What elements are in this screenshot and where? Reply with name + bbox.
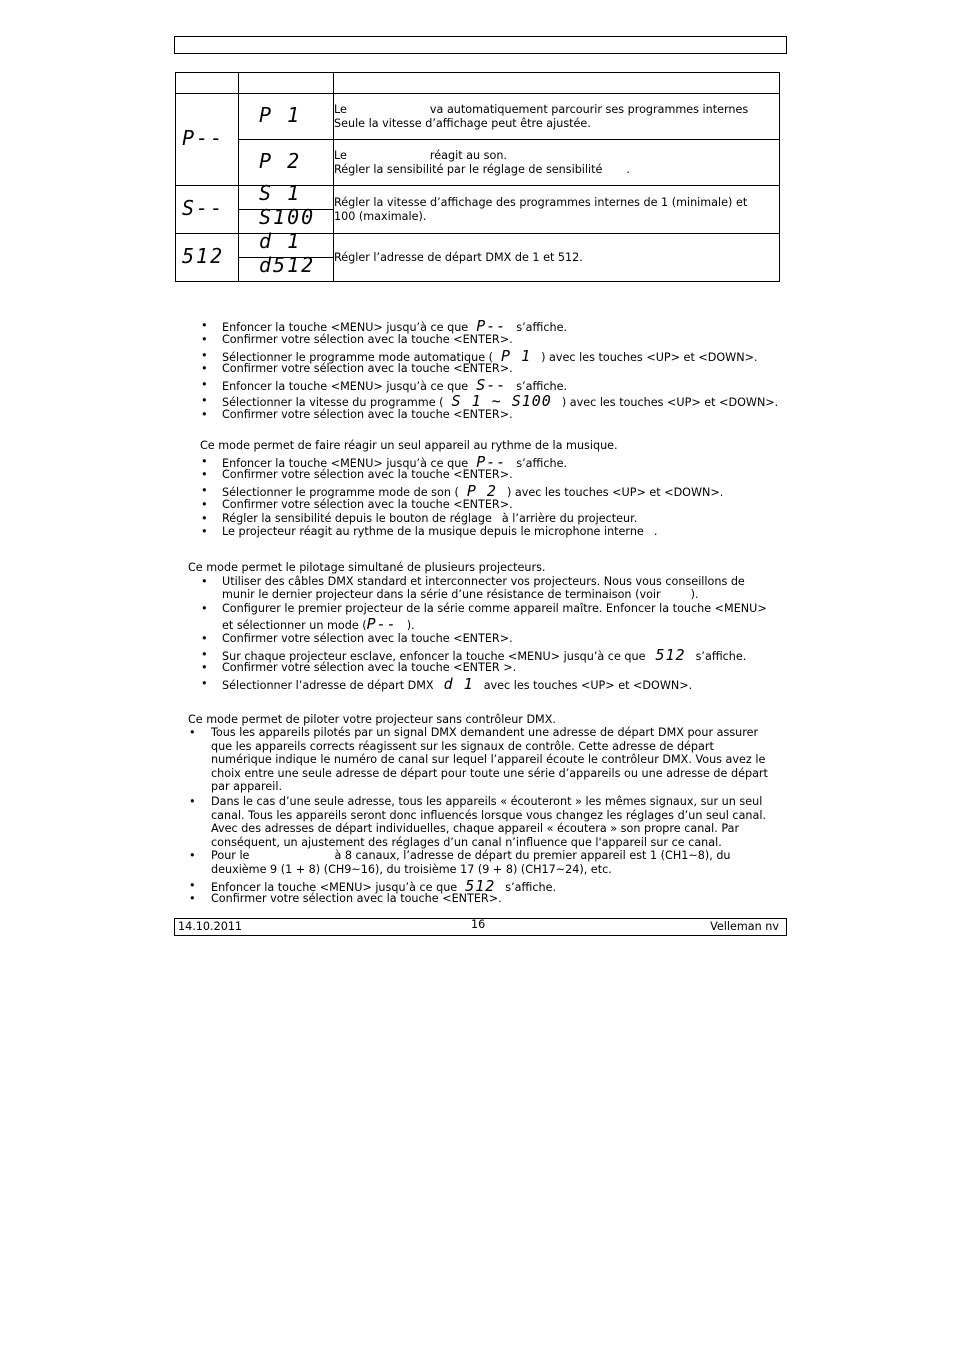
display-512-main: 512 bbox=[182, 243, 225, 268]
table-header-row bbox=[176, 73, 780, 94]
bullet-dot: • bbox=[201, 455, 208, 468]
bullet-dot: • bbox=[189, 892, 196, 905]
table-row bbox=[176, 186, 780, 234]
bullet-dot: • bbox=[201, 333, 208, 346]
list-item-text: munir le dernier projecteur dans la série d’une résistance de terminaison (voir bbox=[222, 588, 661, 601]
list-item-text: ). bbox=[406, 619, 415, 632]
list-item-text: Confirmer votre sélection avec la touche <ENTER>. bbox=[222, 498, 513, 511]
display-glyph: P 2 bbox=[466, 482, 497, 500]
bullet-dot: • bbox=[201, 525, 208, 538]
list-item-text: Dans le cas d’une seule adresse, tous les appareils « écouteront » les mêmes signaux, sur un seul bbox=[211, 795, 763, 808]
list-item-text: . bbox=[653, 525, 658, 538]
list-item bbox=[222, 661, 516, 675]
list-item bbox=[222, 498, 513, 512]
page-header-box bbox=[174, 36, 787, 54]
list-item bbox=[222, 333, 513, 347]
display-glyph: P-- bbox=[476, 317, 507, 335]
bullet-dot: • bbox=[189, 879, 196, 892]
cell-text: Le bbox=[334, 102, 347, 116]
list-item-text: Pour le bbox=[211, 849, 250, 862]
list-item-text: ). bbox=[690, 588, 699, 601]
display-glyph: 512 bbox=[655, 646, 686, 664]
cell-text: Régler la vitesse d’affichage des programmes internes de 1 (minimale) et bbox=[334, 195, 748, 209]
list-item-text: ) avec les touches <UP> et <DOWN>. bbox=[541, 351, 758, 364]
menu-table bbox=[175, 72, 780, 282]
paragraph: Ce mode permet de piloter votre projecteur sans contrôleur DMX. bbox=[188, 713, 556, 726]
list-item-text: s’affiche. bbox=[516, 457, 568, 470]
list-item-text: Sélectionner le programme mode automatique ( bbox=[222, 351, 494, 364]
bullet-dot: • bbox=[201, 632, 208, 645]
paragraph: Ce mode permet de faire réagir un seul appareil au rythme de la musique. bbox=[200, 439, 618, 452]
list-item-text: Confirmer votre sélection avec la touche <ENTER>. bbox=[222, 408, 513, 421]
bullet-dot: • bbox=[201, 648, 208, 661]
list-item-text: Configurer le premier projecteur de la série comme appareil maître. Enfoncer la touche <MENU> bbox=[222, 602, 767, 615]
display-d1: d 1 bbox=[259, 229, 302, 253]
cell-text: va automatiquement parcourir ses programmes internes bbox=[429, 102, 749, 116]
table-row bbox=[176, 140, 780, 186]
list-item-text: avec les touches <UP> et <DOWN>. bbox=[483, 679, 693, 692]
display-glyph: d 1 bbox=[443, 675, 474, 693]
bullet-dot: • bbox=[201, 512, 208, 525]
cell-text: Seule la vitesse d’affichage peut être ajustée. bbox=[334, 116, 591, 130]
list-item-text: ) avec les touches <UP> et <DOWN>. bbox=[506, 486, 724, 499]
paragraph: Ce mode permet le pilotage simultané de plusieurs projecteurs. bbox=[188, 561, 546, 574]
display-glyph: P 1 bbox=[501, 347, 532, 365]
bullet-dot: • bbox=[201, 319, 208, 332]
list-item-text: choix entre une seule adresse de départ pour toute une série d’appareils ou une adresse de départ bbox=[211, 766, 768, 780]
page-footer bbox=[174, 918, 787, 936]
list-item-text: s’affiche. bbox=[516, 380, 568, 393]
table-row bbox=[176, 234, 780, 282]
list-item-text: conséquent, un ajustement des réglages d’un canal n’influence que l'appareil sur ce canal. bbox=[211, 835, 722, 849]
list-item-text: Régler la sensibilité depuis le bouton de réglage bbox=[222, 512, 492, 525]
list-item-text bbox=[222, 617, 415, 633]
bullet-dot: • bbox=[201, 468, 208, 481]
list-item-text: numérique indique le numéro de canal sur lequel l’appareil écoute le contrôleur DMX. Vous avez le bbox=[211, 753, 766, 767]
display-p-main: P-- bbox=[182, 125, 225, 150]
list-item-text: ) avec les touches <UP> et <DOWN>. bbox=[561, 396, 779, 409]
list-item-text: Tous les appareils pilotés par un signal DMX demandent une adresse de départ DMX pour assurer bbox=[211, 726, 759, 739]
list-item-text: Confirmer votre sélection avec la touche <ENTER >. bbox=[222, 661, 517, 674]
cell-text: Régler l’adresse de départ DMX de 1 et 512. bbox=[334, 250, 583, 264]
display-d512: d512 bbox=[259, 253, 316, 277]
list-item-text: à 8 canaux, l’adresse de départ du premier appareil est 1 (CH1~8), du bbox=[334, 849, 731, 862]
list-item-text: Confirmer votre sélection avec la touche <ENTER>. bbox=[222, 632, 513, 645]
list-item-text: Le projecteur réagit au rythme de la musique depuis le microphone interne bbox=[222, 525, 644, 538]
cell-text: 100 (maximale). bbox=[334, 209, 427, 223]
display-glyph: 512 bbox=[465, 877, 496, 895]
bullet-dot: • bbox=[201, 677, 208, 690]
list-item-text: que les appareils corrects réagissent sur les signaux de contrôle. Cette adresse de départ bbox=[211, 739, 714, 753]
bullet-dot: • bbox=[201, 484, 208, 497]
list-item bbox=[222, 408, 513, 422]
list-item-text: Confirmer votre sélection avec la touche <ENTER>. bbox=[211, 892, 502, 905]
list-item bbox=[222, 512, 637, 526]
list-item-text: à l’arrière du projecteur. bbox=[501, 512, 638, 525]
bullet-dot: • bbox=[189, 849, 196, 862]
list-item-text bbox=[222, 588, 699, 602]
display-glyph: S-- bbox=[476, 376, 507, 394]
list-item-text: Enfoncer la touche <MENU> jusqu’à ce que bbox=[222, 457, 469, 470]
bullet-dot: • bbox=[201, 394, 208, 407]
footer-date: 14.10.2011 bbox=[178, 920, 243, 933]
bullet-dot: • bbox=[201, 349, 208, 362]
display-glyph: P-- bbox=[476, 453, 507, 471]
bullet-dot: • bbox=[201, 575, 208, 588]
bullet-dot: • bbox=[201, 661, 208, 674]
list-item-text: Confirmer votre sélection avec la touche <ENTER>. bbox=[222, 362, 513, 375]
list-item-text: Enfoncer la touche <MENU> jusqu’à ce que bbox=[222, 321, 469, 334]
display-p1: P 1 bbox=[259, 102, 302, 127]
display-glyph: S 1 ~ S100 bbox=[451, 392, 552, 410]
display-glyph: P-- bbox=[366, 615, 397, 633]
list-item-text: Enfoncer la touche <MENU> jusqu’à ce que bbox=[222, 380, 469, 393]
cell-text: Le bbox=[334, 148, 347, 162]
list-item-text: Sur chaque projecteur esclave, enfoncer la touche <MENU> jusqu’à ce que bbox=[222, 650, 646, 663]
list-item-text: par appareil. bbox=[211, 780, 283, 794]
list-item-text: Utiliser des câbles DMX standard et interconnecter vos projecteurs. Nous vous conseillons de bbox=[222, 575, 745, 588]
list-item-text: Sélectionner le programme mode de son ( bbox=[222, 486, 459, 499]
list-item-text: et sélectionner un mode ( bbox=[222, 619, 367, 632]
list-item-text: Enfoncer la touche <MENU> jusqu’à ce que bbox=[211, 881, 458, 894]
list-item bbox=[222, 677, 692, 693]
list-item bbox=[222, 525, 657, 539]
list-item bbox=[211, 892, 502, 906]
cell-text: réagit au son. bbox=[429, 148, 507, 162]
list-item-text: s’affiche. bbox=[516, 321, 568, 334]
table-row bbox=[176, 94, 780, 140]
list-item-text: s’affiche. bbox=[695, 650, 747, 663]
list-item bbox=[222, 362, 513, 376]
list-item-text: canal. Tous les appareils seront donc influencés lorsque vous changez les réglages d’un seul canal. bbox=[211, 808, 767, 822]
display-p2: P 2 bbox=[259, 148, 302, 173]
list-item-text: Sélectionner l’adresse de départ DMX bbox=[222, 679, 434, 692]
bullet-dot: • bbox=[189, 726, 196, 739]
display-s1: S 1 bbox=[259, 181, 302, 205]
display-s-main: S-- bbox=[182, 195, 225, 220]
cell-text: . bbox=[626, 162, 630, 176]
bullet-dot: • bbox=[189, 795, 196, 808]
list-item-text: deuxième 9 (1 + 8) (CH9~16), du troisième 17 (9 + 8) (CH17~24), etc. bbox=[211, 863, 612, 876]
bullet-dot: • bbox=[201, 408, 208, 421]
list-item-text: Confirmer votre sélection avec la touche <ENTER>. bbox=[222, 468, 513, 481]
display-s100: S100 bbox=[259, 205, 316, 229]
cell-text: Régler la sensibilité par le réglage de sensibilité bbox=[334, 162, 603, 176]
list-item bbox=[222, 632, 513, 646]
footer-company: Velleman nv bbox=[710, 920, 779, 933]
bullet-dot: • bbox=[201, 602, 208, 615]
bullet-dot: • bbox=[201, 378, 208, 391]
footer-page-number: 16 bbox=[471, 918, 486, 931]
bullet-dot: • bbox=[201, 498, 208, 511]
list-item-text: Avec des adresses de départ individuelles, chaque appareil « écoutera » son propre canal. Par bbox=[211, 822, 740, 836]
list-item-text: Sélectionner la vitesse du programme ( bbox=[222, 396, 444, 409]
list-item-text: s’affiche. bbox=[505, 881, 557, 894]
list-item-text: Confirmer votre sélection avec la touche <ENTER>. bbox=[222, 333, 513, 346]
list-item bbox=[222, 468, 513, 482]
bullet-dot: • bbox=[201, 362, 208, 375]
list-item-text bbox=[211, 849, 731, 863]
